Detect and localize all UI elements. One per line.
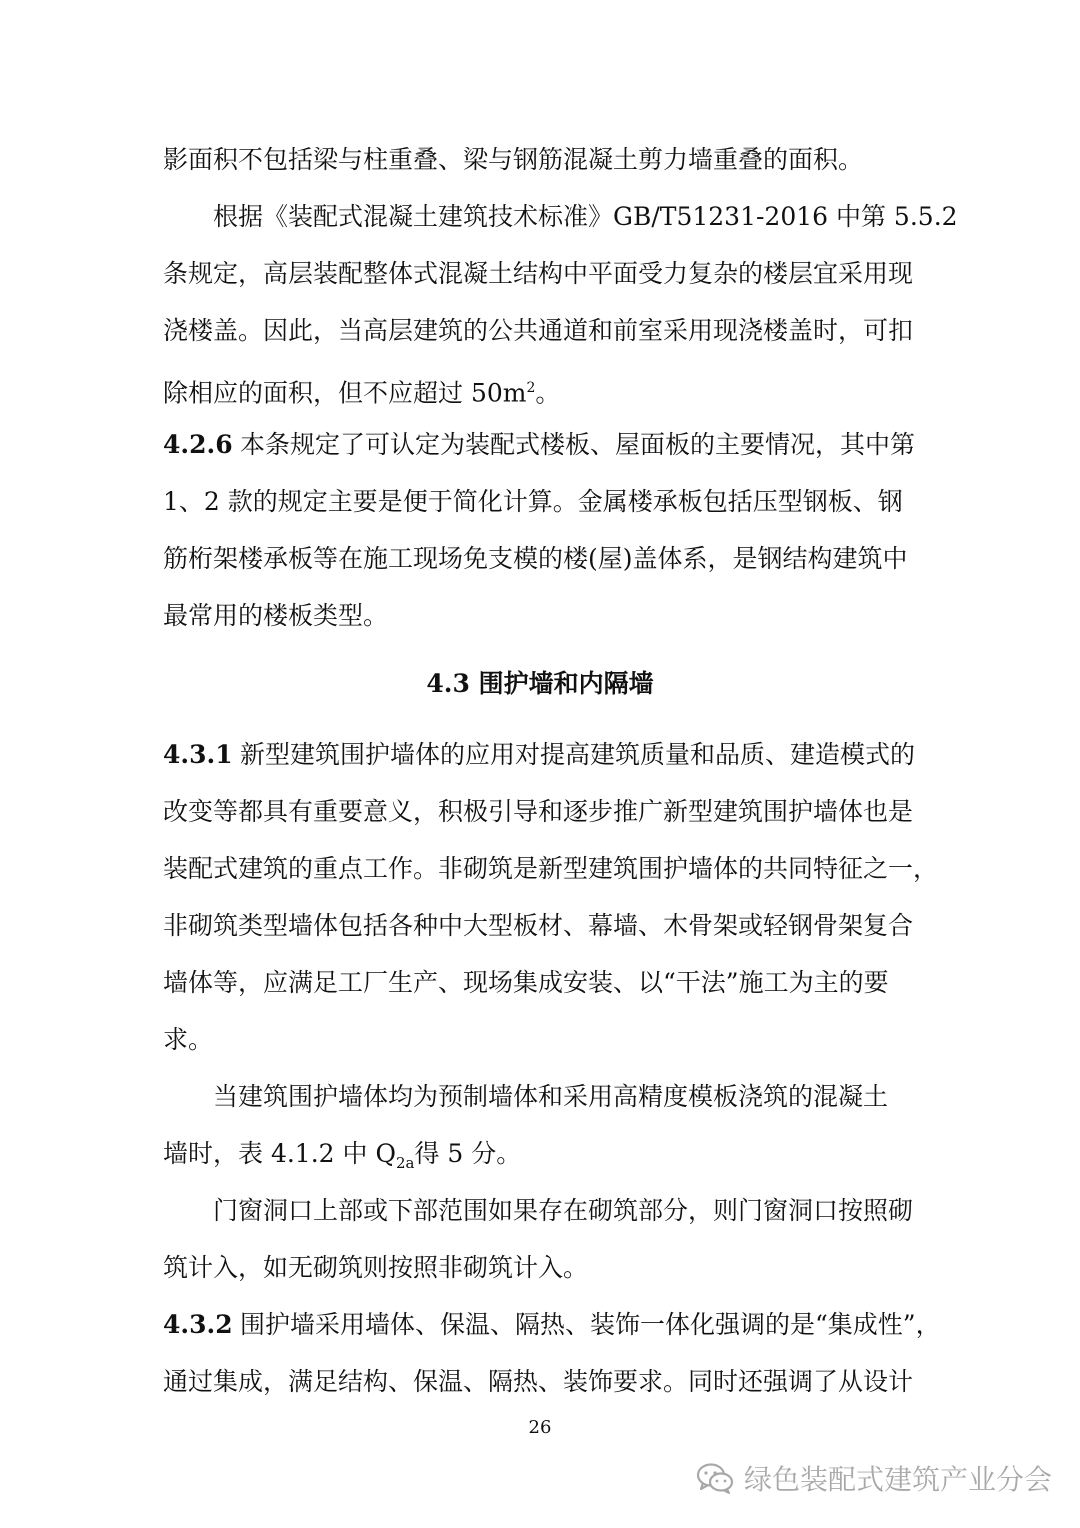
- body-text-line: 浇楼盖。因此，当高层建筑的公共通道和前室采用现浇楼盖时，可扣: [163, 316, 914, 345]
- clause-line: [163, 428, 915, 462]
- clause-number: 4.3.2: [163, 1310, 233, 1339]
- body-text-line: [163, 371, 560, 410]
- body-text-line: 筋桁架楼承板等在施工现场免支模的楼(屋)盖体系，是钢结构建筑中: [163, 544, 908, 573]
- text-run: 新型建筑围护墙体的应用对提高建筑质量和品质、建造模式的: [240, 740, 916, 769]
- body-text-line: 通过集成，满足结构、保温、隔热、装饰要求。同时还强调了从设计: [163, 1367, 914, 1396]
- page-number: 26: [528, 1417, 552, 1438]
- clause-number: 4.3.1: [163, 740, 233, 769]
- section-heading: 4.3 围护墙和内隔墙: [426, 669, 654, 698]
- text-run: 本条规定了可认定为装配式楼板、屋面板的主要情况，其中第: [240, 430, 916, 459]
- subscript: 2a: [395, 1154, 415, 1172]
- text-run: 墙时，表 4.1.2 中 Q: [163, 1139, 396, 1168]
- body-text-line: 求。: [163, 1025, 214, 1054]
- clause-line: [163, 738, 915, 772]
- watermark-text: 绿色装配式建筑产业分会: [743, 1463, 1052, 1496]
- wechat-icon: [696, 1462, 734, 1494]
- text-run: 围护墙采用墙体、保温、隔热、装饰一体化强调的是“集成性”，: [240, 1310, 941, 1339]
- superscript: 2: [526, 380, 536, 396]
- text-run: 除相应的面积，但不应超过 50m: [163, 378, 527, 408]
- clause-number: 4.2.6: [163, 430, 233, 459]
- body-text-line: 改变等都具有重要意义，积极引导和逐步推广新型建筑围护墙体也是: [163, 797, 914, 826]
- body-text-line: 装配式建筑的重点工作。非砌筑是新型建筑围护墙体的共同特征之一，: [163, 854, 939, 883]
- body-text-line: [163, 1137, 521, 1180]
- body-text-line: 影面积不包括梁与柱重叠、梁与钢筋混凝土剪力墙重叠的面积。: [163, 145, 864, 174]
- body-text-line: 根据《装配式混凝土建筑技术标准》GB/T51231-2016 中第 5.5.2: [213, 202, 958, 231]
- body-text-line: 墙体等，应满足工厂生产、现场集成安装、以“干法”施工为主的要: [163, 968, 889, 997]
- body-text-line: 当建筑围护墙体均为预制墙体和采用高精度模板浇筑的混凝土: [213, 1082, 889, 1111]
- period: 。: [535, 378, 561, 408]
- body-text-line: 最常用的楼板类型。: [163, 601, 389, 630]
- body-text-line: 筑计入，如无砌筑则按照非砌筑计入。: [163, 1253, 589, 1282]
- text-run: 得 5 分。: [414, 1139, 522, 1168]
- body-text-line: 非砌筑类型墙体包括各种中大型板材、幕墙、木骨架或轻钢骨架复合: [163, 911, 914, 940]
- clause-line: [163, 1308, 941, 1342]
- watermark: [696, 1458, 1052, 1498]
- body-text-line: 门窗洞口上部或下部范围如果存在砌筑部分，则门窗洞口按照砌: [213, 1196, 914, 1225]
- body-text-line: 条规定，高层装配整体式混凝土结构中平面受力复杂的楼层宜采用现: [163, 259, 914, 288]
- body-text-line: 1、2 款的规定主要是便于简化计算。金属楼承板包括压型钢板、钢: [163, 487, 903, 516]
